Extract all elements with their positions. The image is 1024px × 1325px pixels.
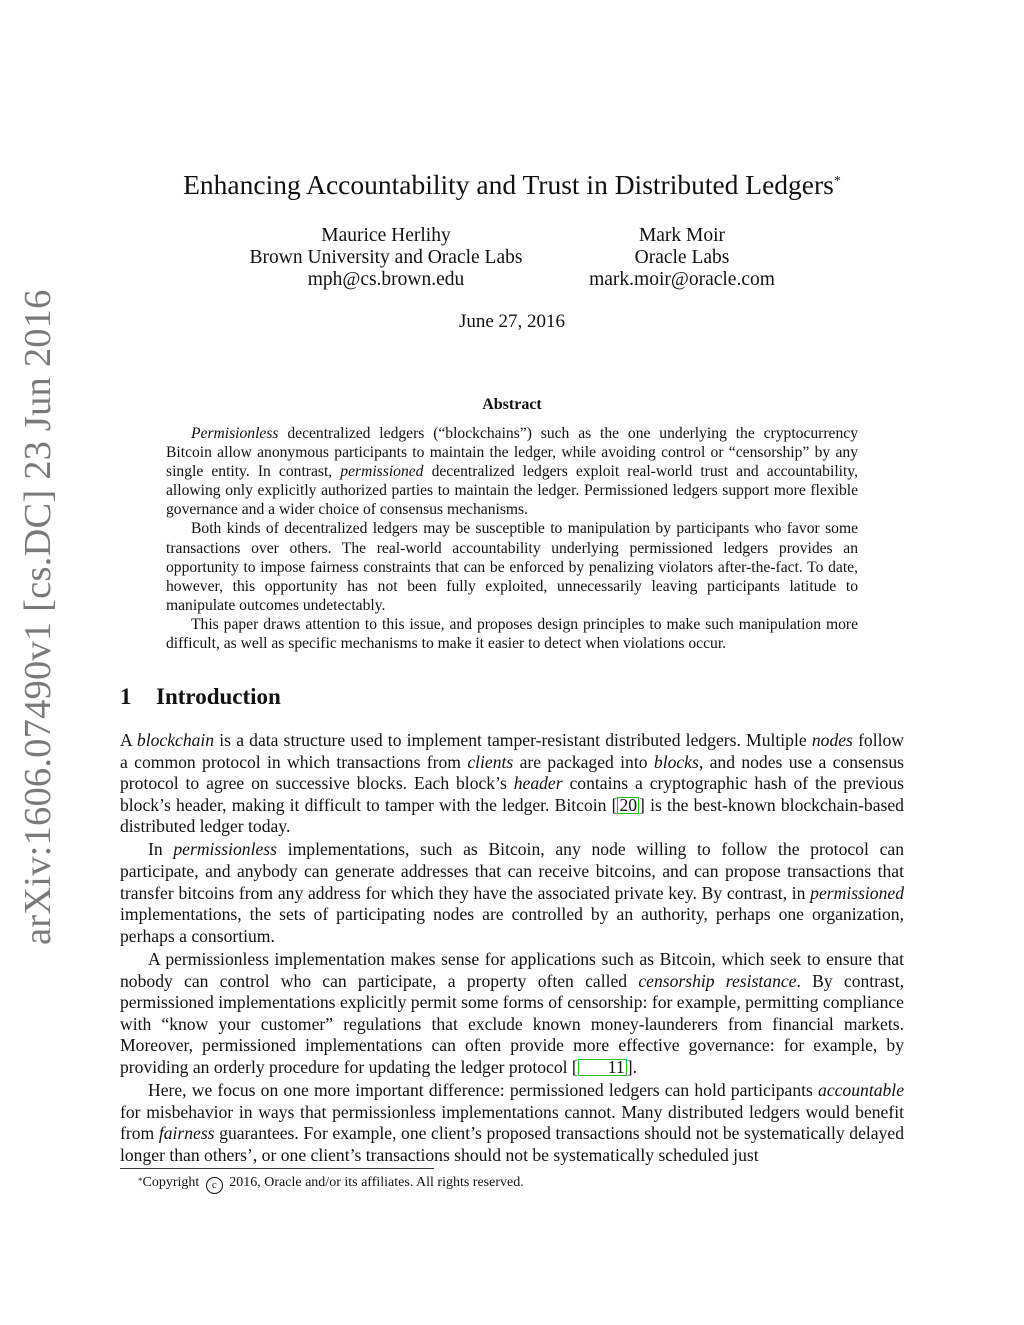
abstract-body (166, 424, 858, 653)
text-run: 2016, Oracle and/or its affiliates. All rights reserved. (225, 1175, 524, 1190)
emphasis: permissionless (173, 839, 277, 860)
author-email: mark.moir@oracle.com (589, 269, 775, 290)
abstract-paragraph: Both kinds of decentralized ledgers may be susceptible to manipulation by participants who favor some transactions over others. The real-world accountability underlying permissioned ledgers provides an opportunity to impose fairness constraints that can be enforced by penalizing violators after-the-fact. To date, however, this opportunity has not been fully exploited, unnecessarily leaving participants latitude to manipulate outcomes undetectably. (166, 520, 858, 614)
section-number: 1 (120, 684, 132, 709)
intro-paragraph (120, 1080, 904, 1166)
intro-paragraph (120, 949, 904, 1079)
title-text: Enhancing Accountability and Trust in Distributed Ledgers (183, 169, 834, 200)
emphasis: permissioned (810, 882, 904, 903)
text-run: decentralized ledgers (“blockchains”) such as the one underlying the cryptocurrency Bitcoin allow anonymous participants to maintain the ledger, while avoiding control or “censorship” by any single entity. In contrast, (166, 425, 858, 481)
text-run: A (120, 730, 137, 750)
intro-paragraph (120, 730, 904, 838)
text-run: implementations, such as Bitcoin, any node willing to follow the protocol can participate, and anybody can generate addresses that can receive bitcoins, and can propose transactions that transfer bitcoins from any address for which they have the associated private key. By contrast, in (120, 839, 904, 903)
emphasis: header (513, 773, 563, 794)
footnote-mark: * (138, 1176, 143, 1186)
text-run: ]. (626, 1056, 637, 1077)
abstract-paragraph (166, 424, 858, 519)
emphasis: nodes (811, 730, 853, 750)
copyright-icon: c (206, 1177, 223, 1194)
arxiv-stamp: arXiv:1606.07490v1 [cs.DC] 23 Jun 2016 (17, 289, 59, 945)
section-title: Introduction (156, 684, 281, 709)
abstract-paragraph: This paper draws attention to this issue, and proposes design principles to make such manipulation more difficult, as well as specific mechanisms to make it easier to detect when violations occur. (166, 615, 858, 653)
emphasis: censorship resistance (638, 970, 797, 991)
emphasis: Permisionless (191, 425, 279, 442)
paper-title (0, 168, 1024, 202)
footnote (138, 1174, 524, 1194)
text-run: are packaged into (513, 751, 654, 772)
abstract-heading: Abstract (482, 396, 542, 413)
text-run: implementations, the sets of participating nodes are controlled by an authority, perhaps one organization, perhaps a consortium. (120, 904, 904, 946)
section-heading (120, 684, 281, 710)
text-run: guarantees. For example, one client’s proposed transactions should not be systematically delayed longer than others’, or one client’s transactions should not be systematically scheduled just (120, 1123, 904, 1165)
author-affiliation: Brown University and Oracle Labs (249, 247, 523, 268)
title-footnote-mark: * (833, 174, 841, 189)
emphasis: accountable (818, 1080, 904, 1100)
emphasis: blockchain (136, 730, 215, 750)
paper-date: June 27, 2016 (458, 311, 566, 332)
text-run: , and nodes use a consensus protocol to agree on successive blocks. Each block’s (120, 751, 904, 794)
citation-link[interactable]: 20 (619, 794, 638, 815)
text-run: ] is the best-known blockchain-based distributed ledger today. (120, 794, 904, 837)
footnote-divider (120, 1168, 434, 1169)
emphasis: permissioned (340, 463, 424, 481)
author-block-1 (236, 225, 536, 291)
text-run: In (148, 839, 174, 860)
text-run: A permissionless implementation makes sense for applications such as Bitcoin, which seek to ensure that nobody can control who can participate, a property often called (120, 948, 904, 991)
author-email: mph@cs.brown.edu (307, 269, 465, 290)
citation-link[interactable]: 11 (578, 1059, 627, 1076)
intro-body (120, 730, 904, 1166)
emphasis: clients (467, 751, 514, 772)
emphasis: blocks (653, 751, 699, 772)
text-run: decentralized ledgers exploit real-world trust and accountability, allowing only explicitly authorized parties to maintain the ledger. Permissioned ledgers support more flexible governance and a wider choice of consensus mechanisms. (166, 463, 858, 519)
emphasis: fairness (158, 1123, 215, 1144)
author-affiliation: Oracle Labs (634, 247, 730, 268)
intro-paragraph (120, 839, 904, 947)
text-run: is a data structure used to implement tamper-resistant distributed ledgers. Multiple (214, 730, 812, 750)
author-name: Maurice Herlihy (321, 225, 451, 246)
text-run: contains a cryptographic hash of the previous block’s header, making it difficult to tamper with the ledger. Bitcoin [ (120, 773, 904, 815)
text-run: . By contrast, permissioned implementations explicitly permit some forms of censorship: for example, permitting compliance with “know your customer” regulations that exclude known money-launderers from financial markets. Moreover, permissioned implementations can often provide more effective governance: for example, by providing an orderly procedure for updating the ledger protocol [ (120, 970, 904, 1077)
text-run: for misbehavior in ways that permissionless implementations cannot. Many distributed ledgers would benefit from (120, 1101, 904, 1144)
author-name: Mark Moir (638, 225, 726, 246)
author-block-2 (572, 225, 792, 291)
text-run: Here, we focus on one more important difference: permissioned ledgers can hold participants (148, 1080, 819, 1100)
text-run: Copyright (142, 1175, 203, 1190)
text-run: follow a common protocol in which transactions from (120, 730, 905, 772)
